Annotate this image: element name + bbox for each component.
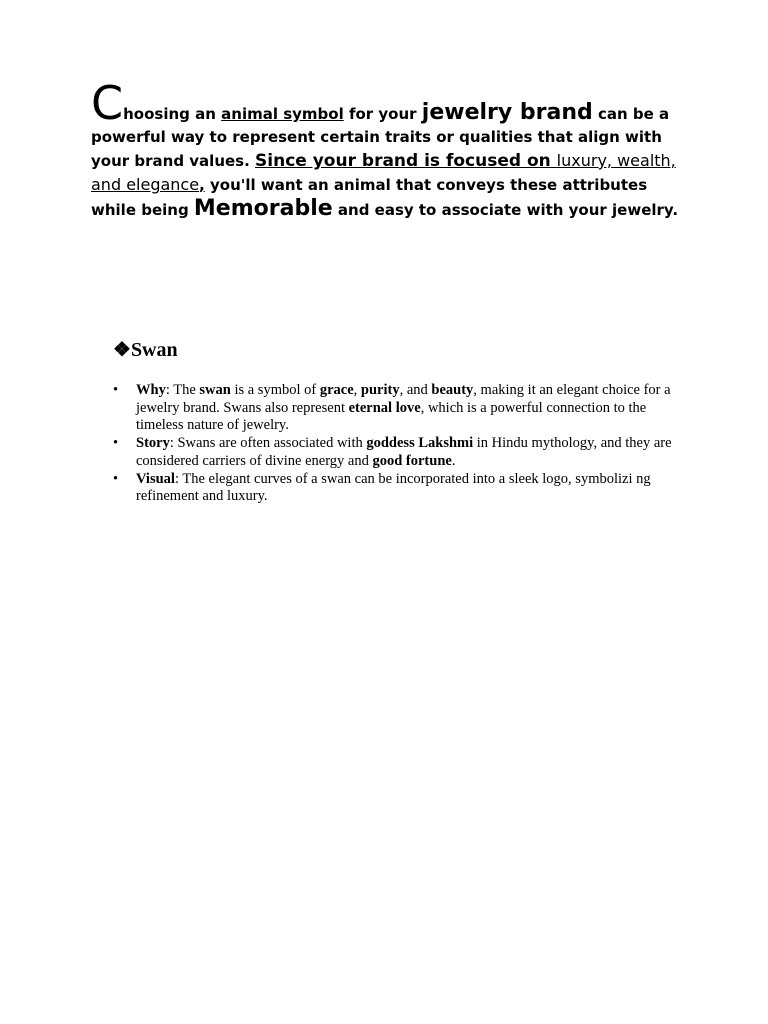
item-text: , which is a powerful connection to the timeless nature of jewelry. bbox=[136, 399, 647, 434]
item-text: , bbox=[353, 382, 361, 398]
intro-underlined-text: luxury, wealth, and elegance bbox=[91, 151, 676, 194]
item-emphasis: goddess Lakshmi bbox=[366, 435, 474, 452]
item-emphasis: grace bbox=[319, 382, 354, 398]
intro-underlined-text: animal symbol bbox=[221, 105, 344, 123]
section-title: Swan bbox=[130, 339, 178, 361]
bullet-list bbox=[136, 382, 681, 506]
intro-text: , bbox=[199, 176, 205, 194]
item-text: : The bbox=[165, 382, 200, 398]
diamond-bullet-icon: ❖ bbox=[113, 339, 131, 361]
list-item bbox=[136, 382, 681, 435]
item-text: : The elegant curves of a swan can be incorporated into a sleek logo, symbolizi ng refinement and luxury. bbox=[136, 470, 651, 505]
drop-cap: C bbox=[91, 76, 124, 130]
intro-text: can be a powerful way to represent certain traits or qualities that align with your brand values. bbox=[91, 105, 670, 170]
item-text: in Hindu mythology, and they are considered carriers of divine energy and bbox=[136, 435, 672, 469]
item-emphasis: swan bbox=[199, 382, 231, 398]
item-text: . bbox=[451, 452, 456, 469]
list-item bbox=[136, 435, 681, 470]
item-label: Why bbox=[136, 382, 166, 398]
intro-large-text: jewelry brand bbox=[421, 100, 593, 125]
item-emphasis: beauty bbox=[431, 382, 474, 398]
intro-text: and easy to associate with your jewelry. bbox=[332, 201, 679, 219]
intro-paragraph bbox=[91, 76, 681, 222]
item-text: , and bbox=[399, 382, 432, 398]
list-item bbox=[136, 471, 681, 506]
item-label: Story bbox=[136, 435, 170, 452]
intro-text: for your bbox=[343, 105, 422, 123]
intro-text: an bbox=[189, 105, 222, 123]
intro-text: hoosing bbox=[123, 105, 190, 123]
intro-large-text: Memorable bbox=[193, 196, 333, 221]
section-heading bbox=[113, 337, 178, 363]
item-text: is a symbol of bbox=[230, 382, 320, 398]
item-emphasis: eternal love bbox=[348, 399, 421, 416]
item-emphasis: purity bbox=[360, 382, 400, 398]
item-emphasis: good fortune bbox=[372, 452, 452, 469]
item-text: , making it an elegant choice for a jewelry brand. Swans also represent bbox=[136, 382, 671, 416]
intro-text: you'll want an animal that conveys these attributes while being bbox=[91, 176, 648, 219]
item-label: Visual bbox=[136, 470, 175, 487]
intro-underlined-text: Since your brand is focused on bbox=[255, 151, 551, 171]
item-text: : Swans are often associated with bbox=[169, 435, 367, 452]
